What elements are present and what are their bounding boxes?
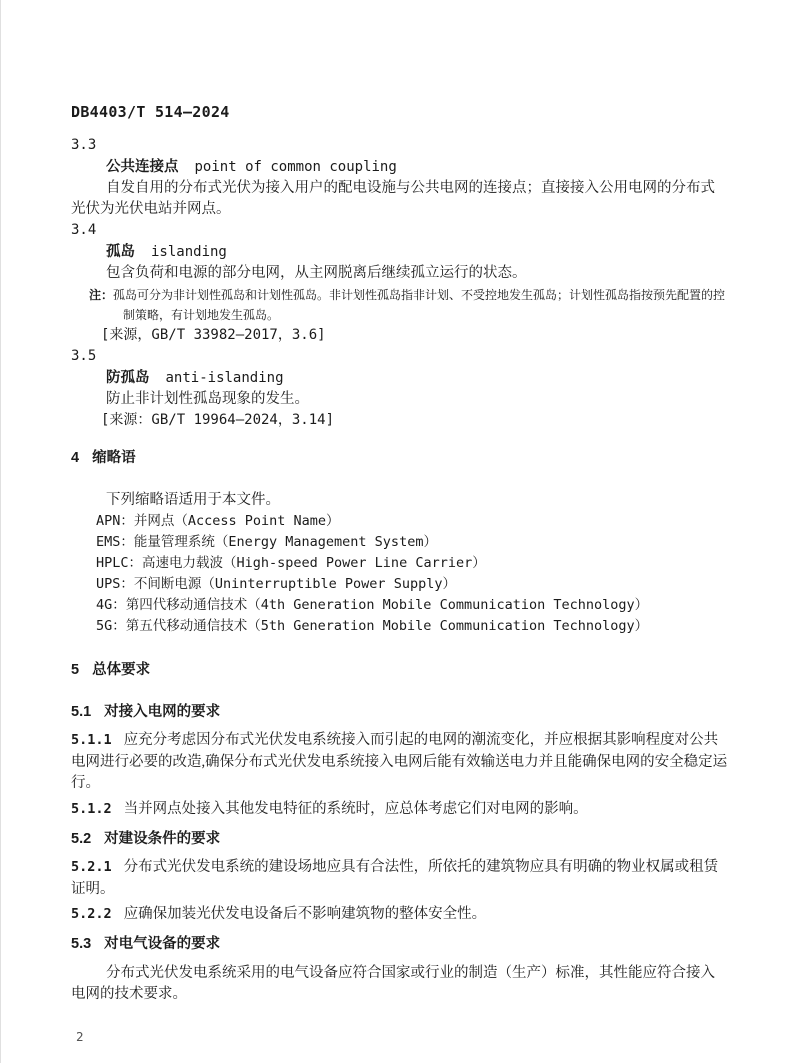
- subsection-heading-5-3: [71, 934, 728, 955]
- term-heading: [106, 367, 728, 389]
- subsection-heading-5-2: [71, 829, 728, 850]
- abbreviation-item: 4G：第四代移动通信技术（4th Generation Mobile Communication Technology）: [96, 597, 649, 613]
- clause-text: 应确保加装光伏发电设备后不影响建筑物的整体安全性。: [123, 906, 487, 922]
- document-header: [71, 104, 728, 122]
- section-heading: [71, 660, 728, 681]
- section-number: 4: [71, 450, 80, 466]
- clause-5-2-1: [71, 857, 728, 900]
- page-content: [1, 0, 794, 1005]
- term-definition: 防止非计划性孤岛现象的发生。: [106, 391, 309, 407]
- section-general-requirements: [71, 660, 728, 1005]
- section-title: 总体要求: [92, 662, 151, 678]
- subsection-title: 对建设条件的要求: [104, 831, 221, 847]
- section-abbreviations: [71, 448, 728, 637]
- clause-5-2-2: [71, 904, 728, 926]
- term-section-3-3: [71, 135, 728, 220]
- clause-5-1-1: [71, 730, 728, 795]
- term-heading: [106, 241, 728, 263]
- term-en: islanding: [151, 244, 227, 260]
- clause-number: 5.2.1: [71, 859, 112, 875]
- section-heading: [71, 448, 728, 469]
- term-definition: 包含负荷和电源的部分电网，从主网脱离后继续孤立运行的状态。: [106, 265, 527, 281]
- term-en: point of common coupling: [194, 159, 397, 175]
- page-footer: [76, 1029, 84, 1044]
- term-section-3-4: [71, 220, 728, 346]
- subsection-number: 5.2: [71, 831, 92, 847]
- subsection-number: 5.3: [71, 935, 92, 952]
- abbreviation-item: 5G：第五代移动通信技术（5th Generation Mobile Communication Technology）: [96, 618, 649, 634]
- term-definition: 自发自用的分布式光伏为接入用户的配电设施与公共电网的连接点；直接接入公用电网的分布式光伏为光伏电站并网点。: [71, 180, 715, 217]
- clause-text: 应充分考虑因分布式光伏发电系统接入而引起的电网的潮流变化，并应根据其影响程度对公共电网进行必要的改造,确保分布式光伏发电系统接入电网后能有效输送电力并且能确保电网的安全稳定运行。: [71, 732, 728, 791]
- abbreviations-list: [96, 511, 728, 637]
- subsection-number: 5.1: [71, 704, 92, 720]
- term-heading: [106, 156, 728, 178]
- note-text: 孤岛可分为非计划性孤岛和计划性孤岛。非计划性孤岛指非计划、不受控地发生孤岛；计划性孤岛指按预先配置的控制策略，有计划地发生孤岛。: [113, 288, 726, 322]
- term-zh: 孤岛: [106, 244, 135, 260]
- doc-code: DB4403/T 514—2024: [71, 103, 230, 121]
- subsection-title: 对电气设备的要求: [104, 935, 221, 952]
- term-zh: 防孤岛: [106, 370, 150, 386]
- term-number: 3.3: [71, 137, 97, 153]
- term-number: 3.4: [71, 222, 97, 238]
- clause-number: 5.1.2: [71, 800, 112, 817]
- term-zh: 公共连接点: [106, 159, 179, 175]
- abbreviation-item: UPS：不间断电源（Uninterruptible Power Supply）: [96, 576, 456, 592]
- abbreviation-item: EMS：能量管理系统（Energy Management System）: [96, 534, 437, 550]
- clause-number: 5.1.1: [71, 732, 112, 748]
- clause-text: 当并网点处接入其他发电特征的系统时，应总体考虑它们对电网的影响。: [123, 800, 588, 817]
- term-source: [来源，GB/T 33982—2017，3.6]: [101, 327, 326, 343]
- clause-text: 分布式光伏发电系统的建设场地应具有合法性，所依托的建筑物应具有明确的物业权属或租赁证明。: [71, 859, 719, 897]
- page-number: 2: [76, 1029, 84, 1044]
- term-source: [来源：GB/T 19964—2024，3.14]: [101, 412, 335, 428]
- clause-number: 5.2.2: [71, 906, 112, 922]
- abbreviation-item: HPLC：高速电力载波（High-speed Power Line Carrier）: [96, 555, 486, 571]
- section-number: 5: [71, 662, 80, 678]
- term-en: anti-islanding: [165, 370, 284, 386]
- subsection-heading-5-1: [71, 702, 728, 723]
- term-section-3-5: [71, 346, 728, 431]
- section-title: 缩略语: [92, 450, 136, 466]
- term-note: [71, 285, 728, 325]
- clause-5-1-2: [71, 799, 728, 821]
- subsection-title: 对接入电网的要求: [104, 704, 221, 720]
- note-label: 注：: [89, 288, 114, 302]
- abbreviation-item: APN：并网点（Access Point Name）: [96, 513, 340, 529]
- abbreviations-intro: 下列缩略语适用于本文件。: [106, 492, 280, 508]
- term-number: 3.5: [71, 348, 97, 364]
- paragraph-5-3: 分布式光伏发电系统采用的电气设备应符合国家或行业的制造（生产）标准，其性能应符合接入电网的技术要求。: [71, 964, 715, 1002]
